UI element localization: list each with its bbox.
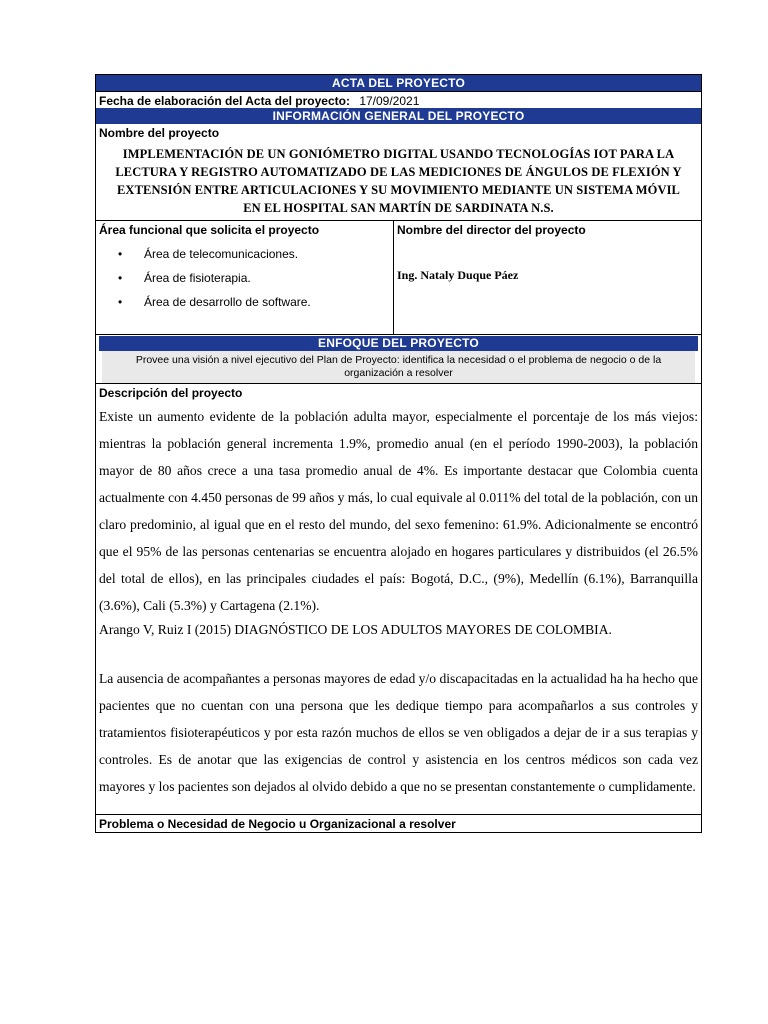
list-item: • Área de telecomunicaciones.: [118, 242, 393, 266]
list-item: • Área de fisioterapia.: [118, 266, 393, 290]
citation: Arango V, Ruiz I (2015) DIAGNÓSTICO DE LOS ADULTOS MAYORES DE COLOMBIA.: [99, 622, 612, 637]
problem-label: Problema o Necesidad de Negocio u Organizacional a resolver: [96, 814, 701, 832]
project-name-label: Nombre del proyecto: [99, 126, 220, 140]
description-paragraph-1: Existe un aumento evidente de la población adulta mayor, especialmente el porcentaje de los más viejos: mientras la población general incrementa 1.9%, promedio anual (en el período 1990-2003), la población mayor de 80 años crece a una tasa promedio anual de 4%. Es importante destacar que Colombia cuenta actualmente con 4.450 personas de 99 años y más, lo cual equivale al 0.011% del total de la población, con un claro predominio, al igual que en el resto del mundo, del sexo femenino: 61.9%. Adicionalmente se encontró que el 95% de las personas centenarias se encuentra alojado en hogares particulares y distribuidos (el 26.5% del total de ellos), en las principales ciudades el país: Bogotá, D.C., (9%), Medellín (6.1%), Barranquilla (3.6%), Cali (5.3%) y Cartagena (2.1%).: [99, 409, 698, 613]
enfoque-header: ENFOQUE DEL PROYECTO: [99, 336, 698, 351]
bullet-icon: •: [118, 271, 123, 285]
charter-header: ACTA DEL PROYECTO: [96, 75, 701, 91]
enfoque-description: Provee una visión a nivel ejecutivo del Plan de Proyecto: identifica la necesidad o el problema de negocio o de la organización a resolver: [102, 351, 695, 383]
date-row: [96, 91, 701, 108]
functional-area-cell: [96, 221, 394, 334]
bullet-icon: •: [118, 247, 123, 261]
director-label: Nombre del director del proyecto: [397, 223, 586, 237]
general-info-header: INFORMACIÓN GENERAL DEL PROYECTO: [96, 108, 701, 124]
bullet-icon: •: [118, 295, 123, 309]
description-label: Descripción del proyecto: [99, 386, 243, 400]
list-item: • Área de desarrollo de software.: [118, 290, 393, 314]
date-label: Fecha de elaboración del Acta del proyecto:: [99, 94, 350, 108]
director-name: Ing. Nataly Duque Páez: [397, 268, 519, 282]
project-charter-document: [95, 74, 702, 833]
enfoque-section: [96, 334, 701, 383]
project-name-section: [96, 124, 701, 220]
director-cell: [394, 221, 701, 334]
area-director-row: [96, 220, 701, 334]
description-paragraph-2: La ausencia de acompañantes a personas mayores de edad y/o discapacitadas en la actualidad ha ha hecho que pacientes que no cuentan con una persona que les dedique tiempo para acompañarlos a sus controles y tratamientos fisioterapéuticos y por esta razón muchos de ellos se ven obligados a dejar de ir a sus terapias y controles. Es de anotar que las exigencias de control y asistencia en los centros médicos son cada vez mayores y los pacientes son dejados al olvido debido a que no se presentan constantemente o cumplidamente.: [99, 671, 698, 794]
date-value: 17/09/2021: [359, 94, 420, 108]
project-name-text: IMPLEMENTACIÓN DE UN GONIÓMETRO DIGITAL USANDO TECNOLOGÍAS IOT PARA LA LECTURA Y REGISTRO AUTOMATIZADO DE LAS MEDICIONES DE ÁNGULOS DE FLEXIÓN Y EXTENSIÓN ENTRE ARTICULACIONES Y SU MOVIMIENTO MEDIANTE UN SISTEMA MÓVIL EN EL HOSPITAL SAN MARTÍN DE SARDINATA N.S.: [115, 147, 682, 215]
functional-area-list: [96, 238, 393, 314]
description-section: [96, 383, 701, 832]
functional-area-label: Área funcional que solicita el proyecto: [99, 223, 320, 237]
